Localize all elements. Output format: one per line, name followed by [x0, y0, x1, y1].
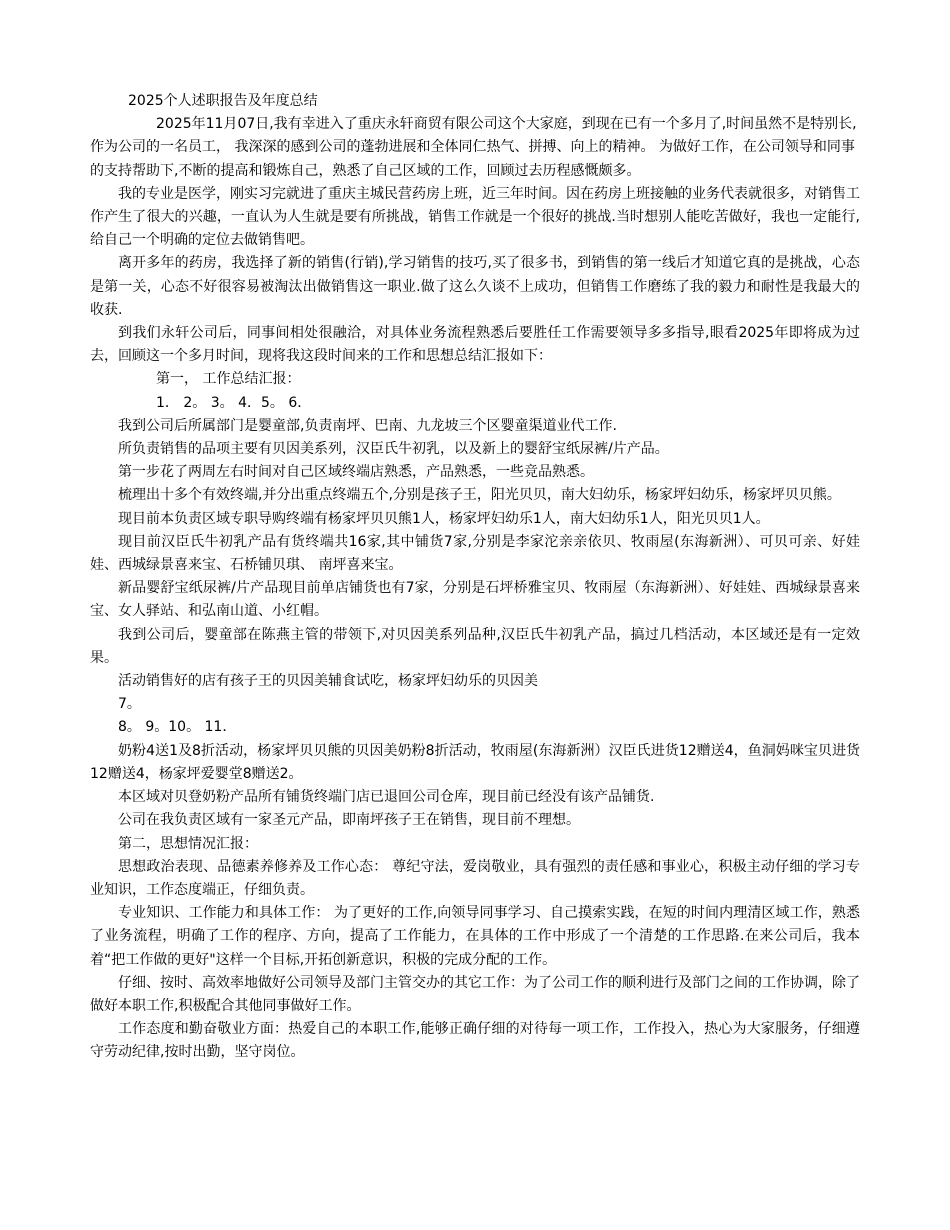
- paragraph: 思想政治表现、品德素养修养及工作心态： 尊纪守法，爱岗敬业，具有强烈的责任感和事业心，积极主动仔细的学习专业知识，工作态度端正，仔细负责。: [90, 858, 860, 898]
- paragraph: 梳理出十多个有效终端,并分出重点终端五个,分别是孩子王，阳光贝贝，南大妇幼乐，杨家坪妇幼乐，杨家坪贝贝熊。: [118, 487, 841, 504]
- paragraph: 奶粉4送1及8折活动，杨家坪贝贝熊的贝因美奶粉8折活动，牧雨屋(东海新洲）汉臣氏进货12赠送4，鱼洞妈咪宝贝进货12赠送4，杨家坪爱婴堂8赠送2。: [90, 742, 860, 782]
- paragraph: 离开多年的药房，我选择了新的销售(行销),学习销售的技巧,买了很多书，到销售的第一线后才知道它真的是挑战，心态是第一关，心态不好很容易被淘汰出做销售这一职业.做了这么久谈不上成功，但销售工作磨练了我的毅力和耐性是我最大的收获.: [90, 255, 860, 318]
- paragraph: 本区域对贝登奶粉产品所有铺货终端门店已退回公司仓库，现目前已经没有该产品铺货.: [118, 789, 655, 806]
- paragraph: 公司在我负责区域有一家圣元产品，即南坪孩子王在销售，现目前不理想。: [118, 812, 580, 829]
- paragraph: 我到公司后，婴童部在陈燕主管的带领下,对贝因美系列品种,汉臣氏牛初乳产品，搞过几档活动，本区域还是有一定效果。: [90, 626, 860, 666]
- paragraph: 2025年11月07日,我有幸进入了重庆永轩商贸有限公司这个大家庭，到现在已有一个多月了,时间虽然不是特别长,作为公司的一名员工， 我深深的感到公司的蓬勃进展和全体同仁热气、拼搏、向上的精神。 为做好工作，在公司领导和同事的支持帮助下,不断的提高和锻炼自己，熟悉了自己区域的工作，回顾过去历程感慨颇多。: [90, 116, 857, 179]
- paragraph: 专业知识、工作能力和具体工作： 为了更好的工作,向领导同事学习、自己摸索实践，在短的时间内理清区域工作，熟悉了业务流程，明确了工作的程序、方向，提高了工作能力，在具体的工作中形成了一个清楚的工作思路.在来公司后，我本着“把工作做的更好"这样一个目标,开拓创新意识，积极的完成分配的工作。: [90, 905, 860, 968]
- paragraph: 现目前本负责区域专职导购终端有杨家坪贝贝熊1人，杨家坪妇幼乐1人，南大妇幼乐1人，阳光贝贝1人。: [118, 510, 770, 527]
- paragraph: 新品婴舒宝纸尿裤/片产品现目前单店铺货也有7家，分别是石坪桥雅宝贝、牧雨屋（东海新洲）、好娃娃、西城绿景喜来宝、女人驿站、和弘南山道、小红帽。: [90, 580, 860, 620]
- paragraph: 我到公司后所属部门是婴童部,负责南坪、巴南、九龙坡三个区婴童渠道业代工作.: [118, 417, 617, 434]
- paragraph: 现目前汉臣氏牛初乳产品有货终端共16家,其中铺货7家,分别是李家沱亲亲依贝、牧雨屋(东海新洲）、可贝可亲、好娃娃、西城绿景喜来宝、石桥铺贝琪、 南坪喜来宝。: [90, 533, 860, 574]
- paragraph: 到我们永轩公司后，同事间相处很融洽，对具体业务流程熟悉后要胜任工作需要领导多多指导,眼看2025年即将成为过去，回顾这一个多月时间，现将我这段时间来的工作和思想总结汇报如下：: [90, 325, 860, 365]
- paragraph: 第一步花了两周左右时间对自己区域终端店熟悉，产品熟悉，一些竞品熟悉。: [118, 464, 594, 481]
- paragraph: 8。 9。10。 11．: [118, 719, 237, 736]
- paragraph: 活动销售好的店有孩子王的贝因美辅食试吃，杨家坪妇幼乐的贝因美: [118, 673, 538, 690]
- paragraph: 第一， 工作总结汇报：: [156, 371, 301, 388]
- document-body: [90, 113, 860, 1064]
- paragraph: 所负责销售的品项主要有贝因美系列，汉臣氏牛初乳，以及新上的婴舒宝纸尿裤/片产品。: [118, 441, 669, 458]
- paragraph: 工作态度和勤奋敬业方面：热爱自己的本职工作,能够正确仔细的对待每一项工作，工作投入，热心为大家服务，仔细遵守劳动纪律,按时出勤，坚守岗位。: [90, 1021, 860, 1061]
- paragraph: 7。: [118, 696, 141, 713]
- paragraph: 第二，思想情况汇报：: [118, 835, 258, 852]
- paragraph: 1． 2。 3。 4．5。 6．: [156, 394, 312, 411]
- paragraph: 我的专业是医学，刚实习完就进了重庆主城民营药房上班，近三年时间。因在药房上班接触的业务代表就很多，对销售工作产生了很大的兴趣，一直认为人生就是要有所挑战，销售工作就是一个很好的挑战.当时想别人能吃苦做好，我也一定能行,给自己一个明确的定位去做销售吧。: [90, 185, 860, 249]
- paragraph: 仔细、按时、高效率地做好公司领导及部门主管交办的其它工作：为了公司工作的顺利进行及部门之间的工作协调，除了做好本职工作,积极配合其他同事做好工作。: [90, 974, 860, 1014]
- document-title: 2025个人述职报告及年度总结: [128, 93, 318, 109]
